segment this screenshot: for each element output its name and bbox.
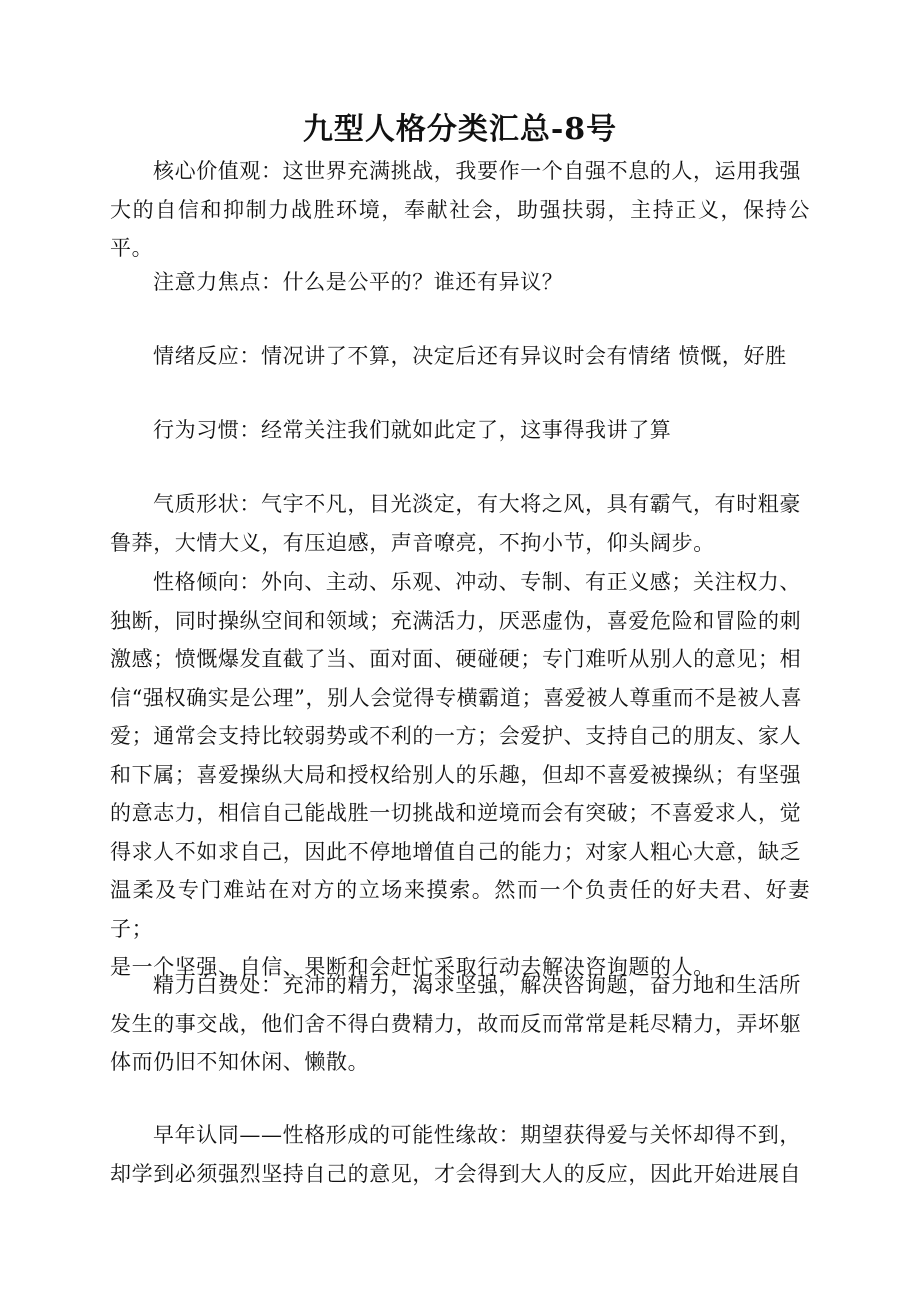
text-line: 的意志力，相信自己能战胜一切挑战和逆境而会有突破；不喜爱求人，觉 (110, 801, 802, 825)
document-title: 九型人格分类汇总-8号 (302, 112, 618, 147)
paragraph-habit (110, 411, 810, 450)
text-line: 行为习惯：经常关注我们就如此定了，这事得我讲了算 (153, 418, 672, 442)
paragraph-focus (110, 263, 810, 302)
text-line: 得求人不如求自己，因此不停地增值自己的能力；对家人粗心大意，缺乏 (110, 839, 802, 864)
text-line: 气质形状：气宇不凡，目光淡定，有大将之风，具有霸气，有时粗豪 (153, 492, 801, 516)
text-line: 精力白费处：充沛的精力，渴求坚强，解决咨询题，奋力地和生活所 (153, 973, 801, 997)
text-line: 爱；通常会支持比较弱势或不利的一方；会爱护、支持自己的朋友、家人 (110, 724, 802, 748)
paragraph-early-identity (110, 1116, 810, 1193)
text-line: 独断，同时操纵空间和领域；充满活力，厌恶虚伪，喜爱危险和冒险的刺 (110, 608, 802, 633)
text-line: 早年认同——性格形成的可能性缘故：期望获得爱与关怀却得不到， (153, 1123, 801, 1147)
text-line: 大的自信和抑制力战胜环境，奉献社会，助强扶弱，主持正义，保持公平。 (110, 197, 810, 260)
paragraph-temperament (110, 485, 810, 562)
text-line: 核心价值观：这世界充满挑战，我要作一个自强不息的人，运用我强 (153, 159, 801, 183)
paragraph-personality (110, 563, 810, 987)
text-line: 信“强权确实是公理”，别人会觉得专横霸道；喜爱被人尊重而不是被人喜 (110, 685, 803, 710)
text-line: 是一个坚强、自信、果断和会赶忙采取行动去解决咨询题的人。 (110, 955, 715, 979)
text-line: 发生的事交战，他们舍不得白费精力，故而反而常常是耗尽精力，弄坏躯 (110, 1011, 802, 1036)
text-line: 鲁莽，大情大义，有压迫感，声音嘹亮，不拘小节，仰头阔步。 (110, 530, 715, 555)
text-line: 情绪反应：情况讲了不算，决定后还有异议时会有情绪 愤慨，好胜 (153, 344, 787, 368)
text-line: 体而仍旧不知休闲、懒散。 (110, 1050, 370, 1074)
text-line: 注意力焦点：什么是公平的？谁还有异议？ (153, 270, 564, 294)
paragraph-emotion (110, 337, 810, 376)
text-line: 和下属；喜爱操纵大局和授权给别人的乐趣，但却不喜爱被操纵；有坚强 (110, 762, 802, 787)
text-line: 激感；愤慨爆发直截了当、面对面、硬碰硬；专门难听从别人的意见；相 (110, 647, 802, 671)
text-line: 温柔及专门难站在对方的立场来摸索。然而一个负责任的好夫君、好妻子； (110, 878, 810, 941)
text-line: 性格倾向：外向、主动、乐观、冲动、专制、有正义感；关注权力、 (153, 570, 801, 594)
text-line: 却学到必须强烈坚持自己的意见，才会得到大人的反应，因此开始进展自 (110, 1161, 802, 1186)
paragraph-core-values (110, 152, 810, 268)
paragraph-energy (110, 966, 810, 1082)
